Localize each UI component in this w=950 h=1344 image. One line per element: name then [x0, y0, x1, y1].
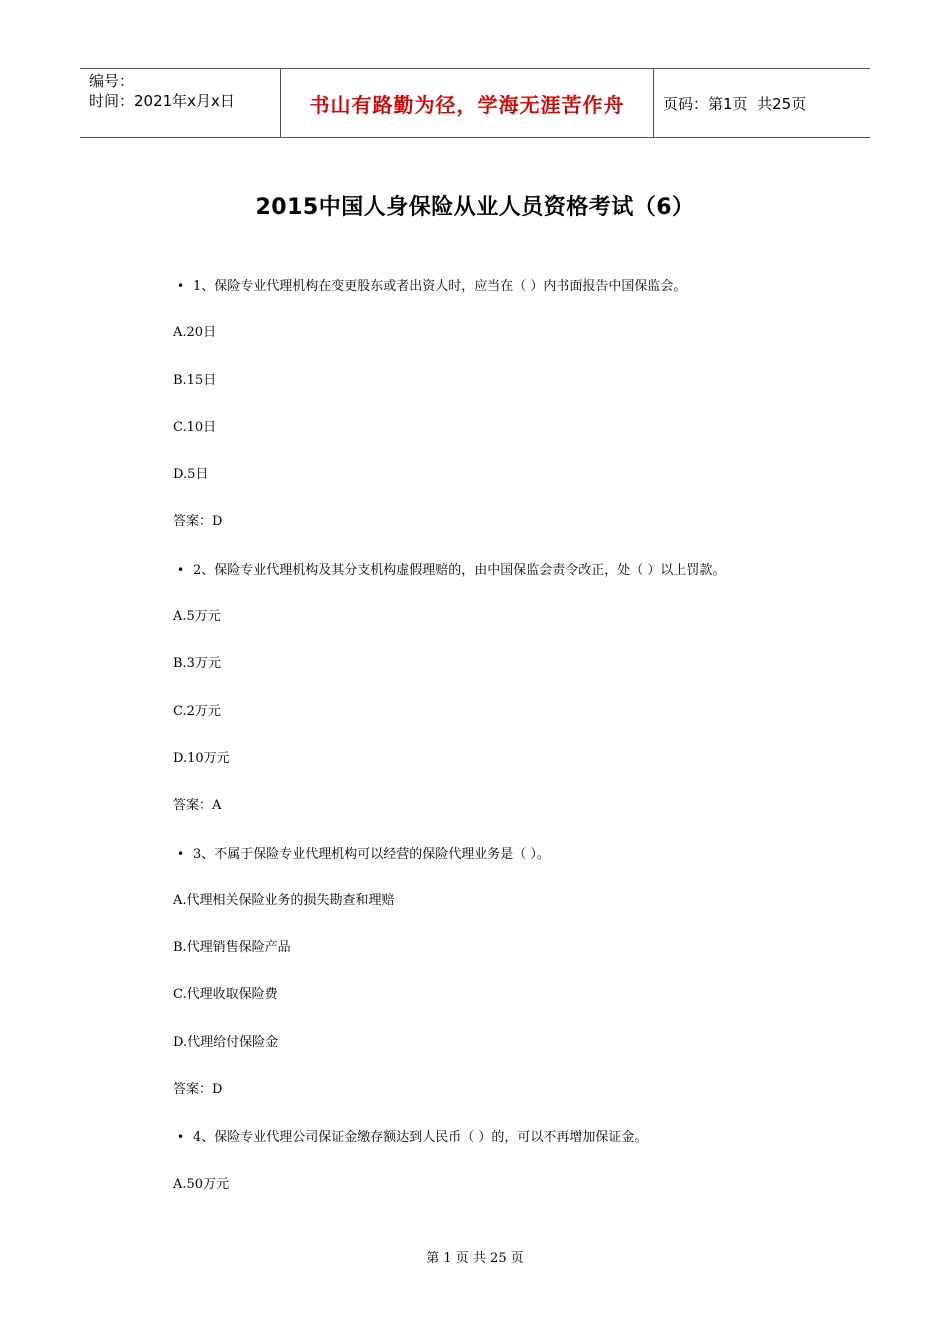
question-item — [173, 844, 813, 891]
option-item: B.15日 — [173, 372, 217, 388]
page-header — [80, 68, 870, 138]
question-item — [173, 276, 813, 323]
option-item: A.5万元 — [173, 609, 221, 625]
question-text: 1、保险专业代理机构在变更股东或者出资人时，应当在（ ）内书面报告中国保监会。 — [193, 279, 687, 294]
header-motto: 书山有路勤为径，学海无涯苦作舟 — [309, 92, 625, 117]
option-item: A.20日 — [173, 325, 217, 341]
option-item: B.3万元 — [173, 656, 221, 672]
option-item: B.代理销售保险产品 — [173, 940, 291, 956]
option-item: C.2万元 — [173, 703, 221, 719]
option-item: A.代理相关保险业务的损失勘查和理赔 — [173, 892, 395, 908]
number-label: 编号： — [89, 72, 135, 90]
question-list — [173, 276, 813, 1222]
question-item — [173, 560, 813, 607]
answer-text: 答案：A — [173, 798, 222, 814]
option-item: C.10日 — [173, 419, 217, 435]
bullet-icon: • — [177, 279, 185, 293]
header-motto-cell — [281, 69, 654, 137]
question-item — [173, 1127, 813, 1174]
option-item: C.代理收取保险费 — [173, 987, 278, 1003]
answer-text: 答案：D — [173, 1082, 223, 1098]
time-label: 时间：2021年x月x日 — [89, 92, 235, 110]
header-page-cell — [654, 69, 870, 137]
header-meta-cell — [80, 69, 281, 137]
page-footer: 第 1 页 共 25 页 — [426, 1251, 524, 1266]
bullet-icon: • — [177, 1130, 185, 1145]
question-text: 3、不属于保险专业代理机构可以经营的保险代理业务是（ ）。 — [193, 846, 550, 862]
bullet-icon: • — [177, 846, 185, 861]
answer-text: 答案：D — [173, 514, 223, 530]
header-page-info: 页码：第1页 共25页 — [663, 94, 807, 113]
document-title: 2015中国人身保险从业人员资格考试（6） — [255, 195, 695, 220]
option-item: A.50万元 — [173, 1176, 230, 1192]
option-item: D.5日 — [173, 467, 209, 483]
question-text: 4、保险专业代理公司保证金缴存额达到人民币（ ）的，可以不再增加保证金。 — [193, 1130, 648, 1146]
bullet-icon: • — [177, 562, 185, 577]
question-text: 2、保险专业代理机构及其分支机构虚假理赔的，由中国保监会责令改正，处（ ）以上罚款。 — [193, 562, 726, 578]
option-item: D.10万元 — [173, 750, 230, 766]
option-item: D.代理给付保险金 — [173, 1034, 279, 1050]
